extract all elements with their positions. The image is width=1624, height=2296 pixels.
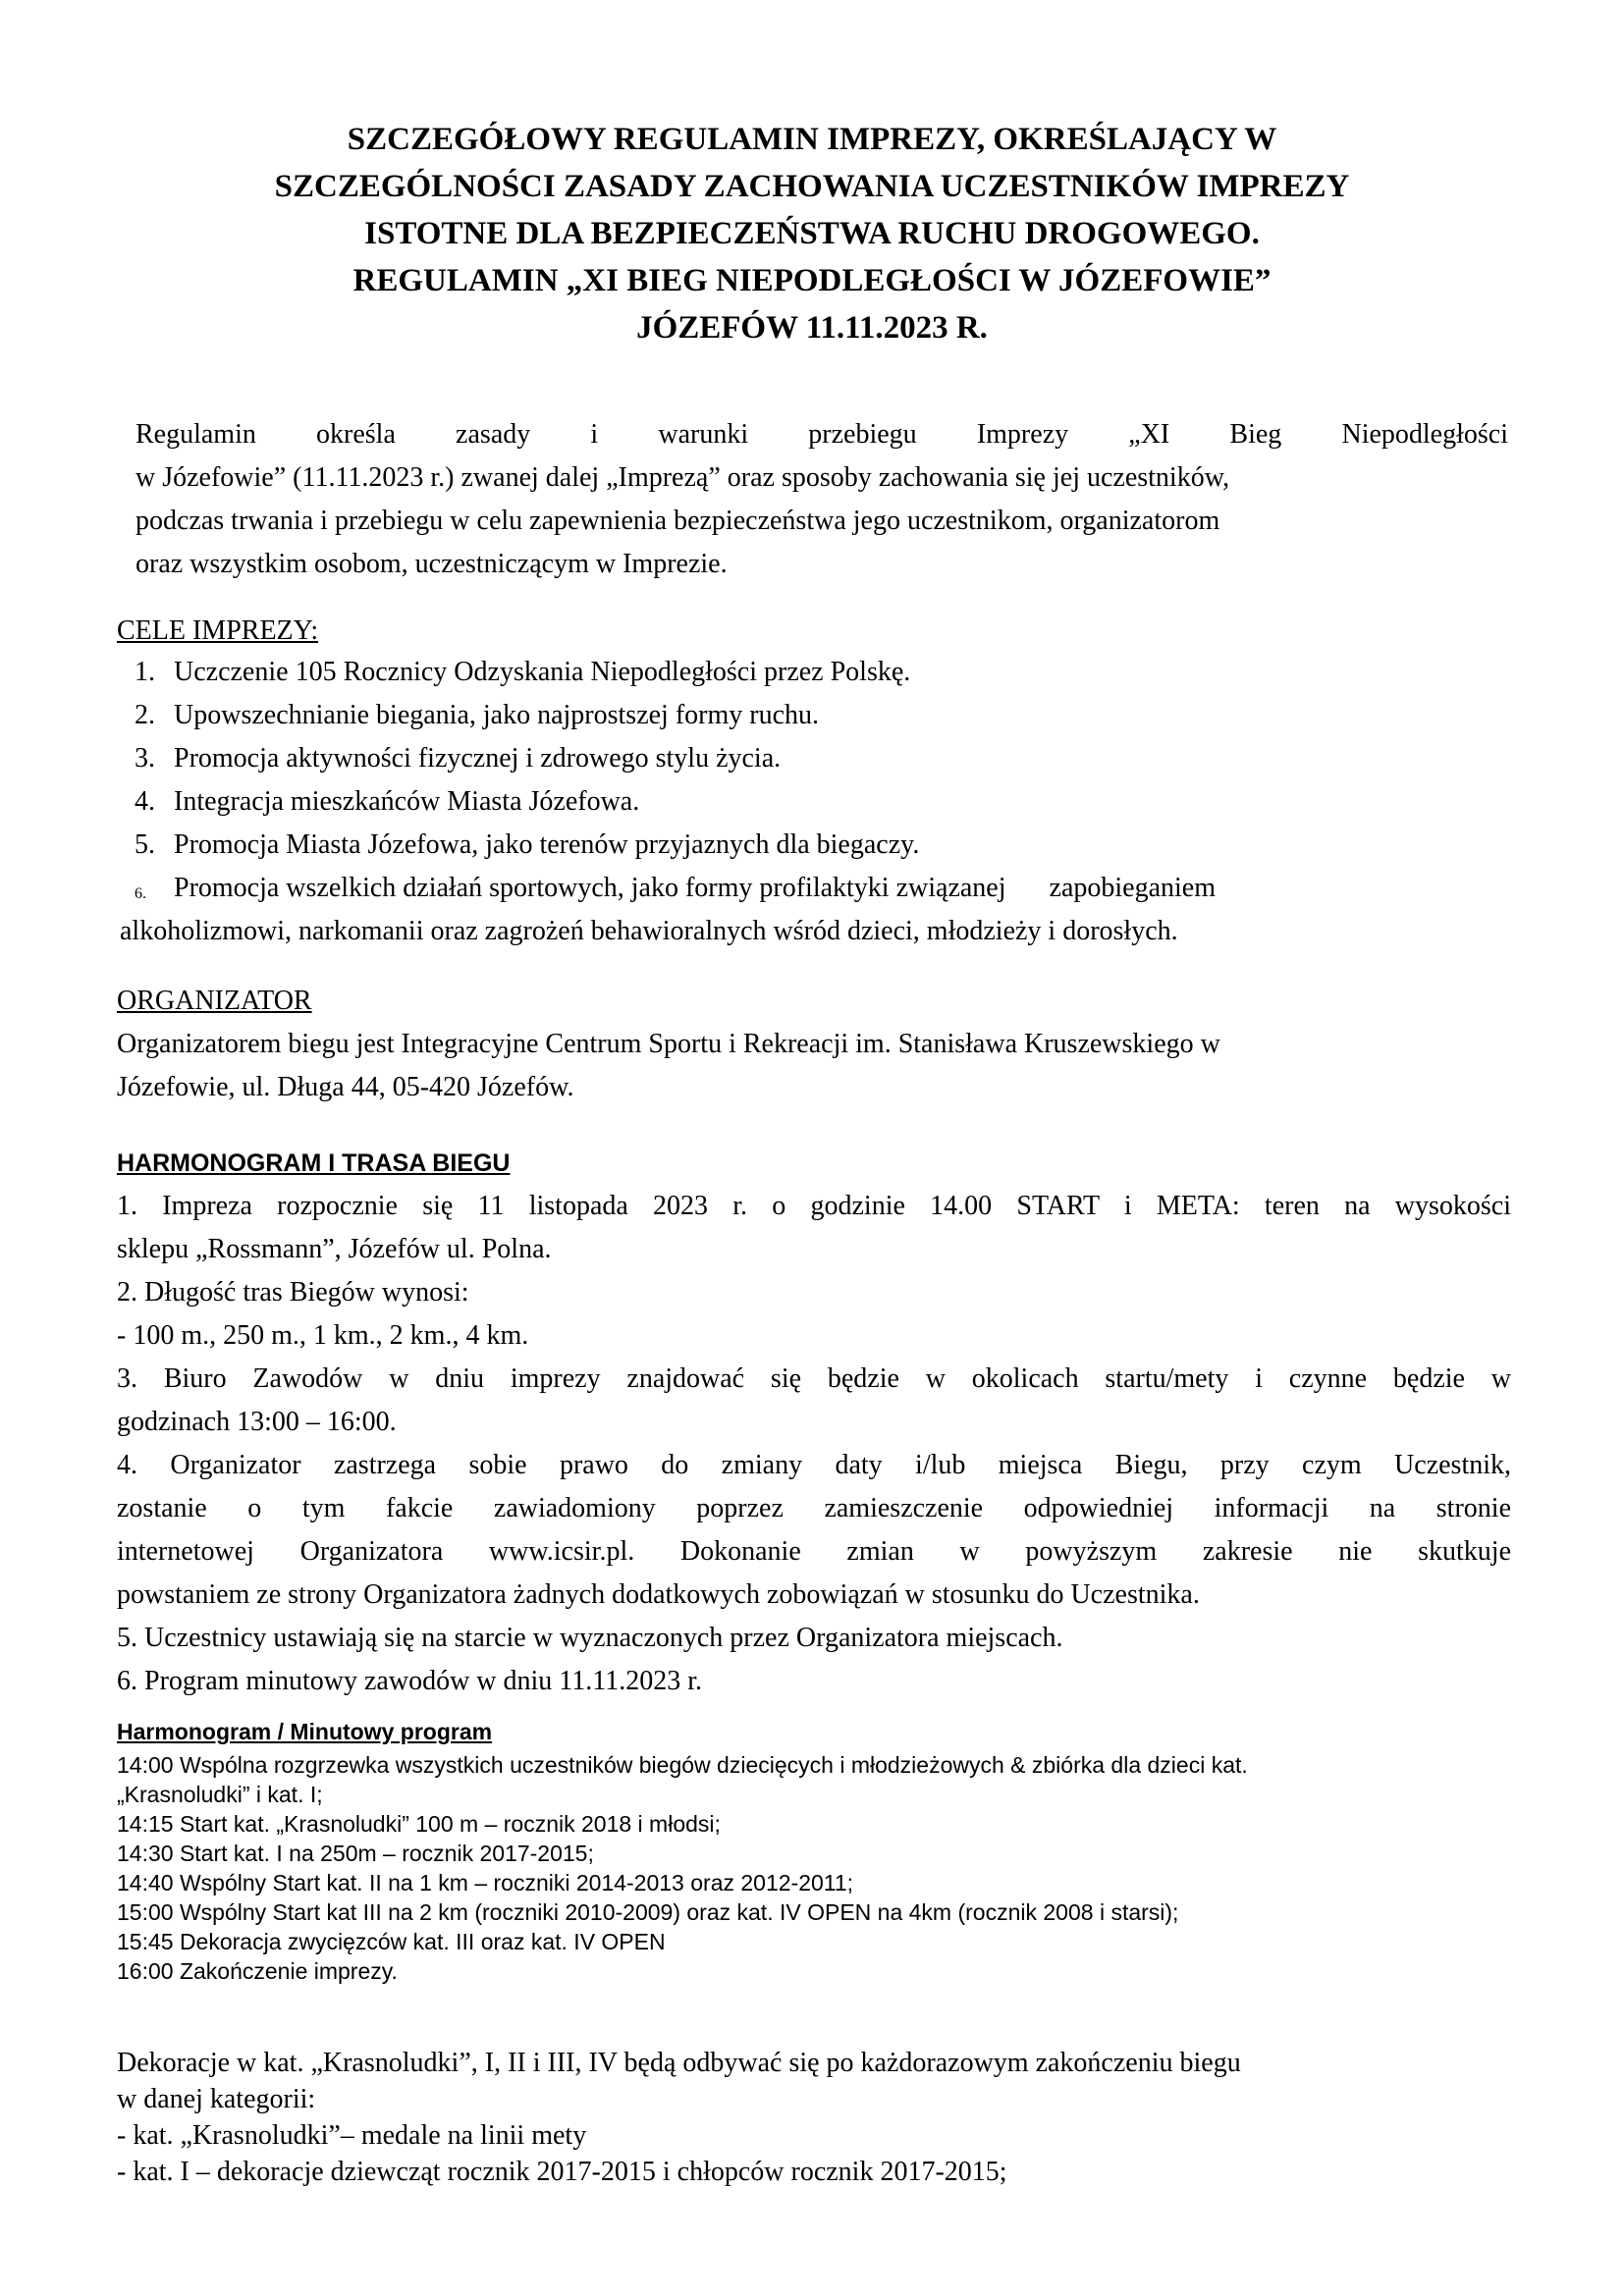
harmonogram-line: 4. Organizator zastrzega sobie prawo do zmiany daty i/lub miejsca Biegu, przy czym Uczestnik, bbox=[117, 1450, 1511, 1480]
organizer-heading: ORGANIZATOR bbox=[117, 986, 312, 1016]
goals-list bbox=[117, 651, 1511, 953]
list-item-text: Promocja Miasta Józefowa, jako terenów przyjaznych dla biegaczy. bbox=[174, 829, 920, 860]
document-title bbox=[118, 116, 1506, 351]
harmonogram-line: zostanie o tym fakcie zawiadomiony poprzez zamieszczenie odpowiedniej informacji na stronie bbox=[117, 1493, 1511, 1523]
harmonogram-line: 3. Biuro Zawodów w dniu imprezy znajdować się będzie w okolicach startu/mety i czynne będzie w bbox=[117, 1363, 1511, 1394]
list-item bbox=[117, 867, 1511, 953]
list-item-text: alkoholizmowi, narkomanii oraz zagrożeń behawioralnych wśród dzieci, młodzieży i dorosłych. bbox=[120, 916, 1178, 946]
intro-line: podczas trwania i przebiegu w celu zapewnienia bezpieczeństwa jego uczestnikom, organizatorom bbox=[135, 506, 1220, 536]
schedule-line: 14:00 Wspólna rozgrzewka wszystkich uczestników biegów dziecięcych i młodzieżowych & zbiórka dla dzieci kat. bbox=[117, 1752, 1248, 1778]
intro-line: oraz wszystkim osobom, uczestniczącym w Imprezie. bbox=[135, 549, 728, 579]
list-item-text: Promocja aktywności fizycznej i zdrowego stylu życia. bbox=[174, 743, 782, 774]
schedule-line: 14:40 Wspólny Start kat. II na 1 km – roczniki 2014-2013 oraz 2012-2011; bbox=[117, 1870, 854, 1896]
harmonogram-line: 2. Długość tras Biegów wynosi: bbox=[117, 1277, 469, 1308]
decorations-line: Dekoracje w kat. „Krasnoludki”, I, II i III, IV będą odbywać się po każdorazowym zakończeniu biegu bbox=[117, 2048, 1241, 2078]
organizer-line: Organizatorem biegu jest Integracyjne Centrum Sportu i Rekreacji im. Stanisława Kruszewskiego w bbox=[117, 1029, 1220, 1059]
title-line: ISTOTNE DLA BEZPIECZEŃSTWA RUCHU DROGOWEGO. bbox=[364, 216, 1260, 251]
harmonogram-line: sklepu „Rossmann”, Józefów ul. Polna. bbox=[117, 1234, 552, 1264]
list-item-text: Integracja mieszkańców Miasta Józefowa. bbox=[174, 786, 640, 817]
title-line: JÓZEFÓW 11.11.2023 R. bbox=[636, 310, 988, 346]
list-item bbox=[117, 780, 1511, 824]
list-number: 3. bbox=[135, 743, 155, 774]
harmonogram-line: 1. Impreza rozpocznie się 11 listopada 2023 r. o godzinie 14.00 START i META: teren na wysokości bbox=[117, 1191, 1511, 1221]
list-item bbox=[117, 737, 1511, 780]
decorations-line: - kat. I – dekoracje dziewcząt rocznik 2017-2015 i chłopców rocznik 2017-2015; bbox=[117, 2157, 1007, 2187]
schedule-line: 15:45 Dekoracja zwycięzców kat. III oraz kat. IV OPEN bbox=[117, 1929, 666, 1954]
decorations-paragraph bbox=[117, 2045, 1511, 2190]
list-number: 2. bbox=[135, 700, 155, 730]
schedule-line: 14:30 Start kat. I na 250m – rocznik 2017-2015; bbox=[117, 1841, 594, 1866]
harmonogram-line: - 100 m., 250 m., 1 km., 2 km., 4 km. bbox=[117, 1320, 529, 1351]
decorations-line: - kat. „Krasnoludki”– medale na linii mety bbox=[117, 2120, 587, 2151]
harmonogram-line: 5. Uczestnicy ustawiają się na starcie w wyznaczonych przez Organizatora miejscach. bbox=[117, 1623, 1063, 1653]
decorations-line: w danej kategorii: bbox=[117, 2084, 316, 2114]
harmonogram-heading: HARMONOGRAM I TRASA BIEGU bbox=[117, 1149, 511, 1177]
list-item-text: Promocja wszelkich działań sportowych, jako formy profilaktyki związanej bbox=[174, 873, 1006, 903]
schedule-line: 16:00 Zakończenie imprezy. bbox=[117, 1958, 398, 1984]
schedule-heading: Harmonogram / Minutowy program bbox=[117, 1719, 493, 1744]
intro-line: Regulamin określa zasady i warunki przebiegu Imprezy „XI Bieg Niepodległości bbox=[135, 419, 1508, 450]
organizer-line: Józefowie, ul. Długa 44, 05-420 Józefów. bbox=[117, 1072, 574, 1102]
goals-heading: CELE IMPREZY: bbox=[117, 615, 319, 646]
title-line: REGULAMIN „XI BIEG NIEPODLEGŁOŚCI W JÓZEFOWIE” bbox=[352, 263, 1272, 298]
harmonogram-line: internetowej Organizatora www.icsir.pl. Dokonanie zmian w powyższym zakresie nie skutkuje bbox=[117, 1536, 1511, 1567]
intro-line: w Józefowie” (11.11.2023 r.) zwanej dalej „Imprezą” oraz sposoby zachowania się jej uczestników, bbox=[135, 462, 1230, 493]
schedule-list bbox=[117, 1750, 1511, 1986]
list-number: 5. bbox=[135, 829, 155, 860]
schedule-line: „Krasnoludki” i kat. I; bbox=[117, 1782, 323, 1807]
intro-paragraph bbox=[135, 413, 1508, 586]
list-number: 6. bbox=[135, 885, 146, 902]
list-item-text: Upowszechnianie biegania, jako najprostszej formy ruchu. bbox=[174, 700, 820, 730]
harmonogram-paragraphs bbox=[117, 1185, 1511, 1703]
harmonogram-line: godzinach 13:00 – 16:00. bbox=[117, 1407, 397, 1437]
schedule-line: 15:00 Wspólny Start kat III na 2 km (roczniki 2010-2009) oraz kat. IV OPEN na 4km (rocznik 2008 i starsi); bbox=[117, 1899, 1179, 1925]
list-item-text: Uczczenie 105 Rocznicy Odzyskania Niepodległości przez Polskę. bbox=[174, 657, 911, 687]
list-item-text: zapobieganiem bbox=[1049, 873, 1216, 903]
list-item bbox=[117, 651, 1511, 694]
harmonogram-line: 6. Program minutowy zawodów w dniu 11.11.2023 r. bbox=[117, 1666, 702, 1696]
schedule-line: 14:15 Start kat. „Krasnoludki” 100 m – rocznik 2018 i młodsi; bbox=[117, 1811, 721, 1837]
organizer-paragraph bbox=[117, 1023, 1511, 1109]
list-number: 1. bbox=[135, 657, 155, 687]
title-line: SZCZEGÓLNOŚCI ZASADY ZACHOWANIA UCZESTNIKÓW IMPREZY bbox=[274, 169, 1350, 204]
harmonogram-line: powstaniem ze strony Organizatora żadnych dodatkowych zobowiązań w stosunku do Uczestnika. bbox=[117, 1579, 1200, 1610]
title-line: SZCZEGÓŁOWY REGULAMIN IMPREZY, OKREŚLAJĄCY W bbox=[347, 122, 1277, 157]
list-item bbox=[117, 824, 1511, 867]
list-item bbox=[117, 694, 1511, 737]
list-number: 4. bbox=[135, 786, 155, 817]
